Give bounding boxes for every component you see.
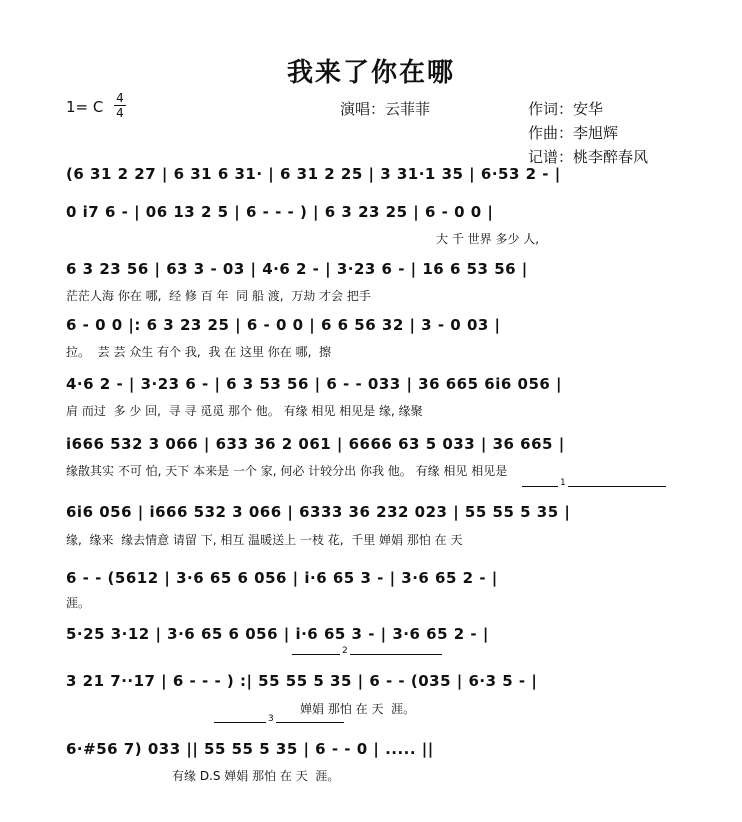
volta-number: 1 — [560, 478, 566, 488]
notation-line — [66, 375, 666, 397]
volta-bracket — [214, 714, 344, 733]
lyrics-line: 有缘 D.S 婵娟 那怕 在 天 涯。 — [172, 769, 340, 783]
volta-number: 3 — [268, 714, 274, 724]
time-signature-top: 4 — [116, 91, 124, 105]
volta-bracket — [292, 646, 442, 665]
notation-line — [66, 260, 666, 282]
lyrics-line: 拉。 芸 芸 众生 有个 我, 我 在 这里 你在 哪, 擦 — [66, 345, 332, 359]
transcriber-credit: 记谱：桃李醉春风 — [528, 148, 649, 166]
notes: 4·6 2 - | 3·23 6 - | 6 3 53 56 | 6 - - 033 | 36 665 6i6 056 | — [66, 375, 563, 393]
volta-bracket — [522, 478, 666, 497]
lyrics-line: 缘, 缘来 缘去情意 请留 下, 相互 温暖送上 一枝 花, 千里 婵娟 那怕 在 天 — [66, 533, 463, 547]
notes: 6 - - (5612 | 3·6 65 6 056 | i·6 65 3 - | 3·6 65 2 - | — [66, 569, 498, 587]
notes: (6 31 2 27 | 6 31 6 31· | 6 31 2 25 | 3 31·1 35 | 6·53 2 - | — [66, 165, 561, 183]
notation-line — [66, 569, 666, 591]
time-signature-bottom: 4 — [116, 106, 124, 120]
notation-line — [66, 672, 666, 694]
notes: 0 i7 6 - | 06 13 2 5 | 6 - - - ) | 6 3 23 25 | 6 - 0 0 | — [66, 203, 494, 221]
lyrics-line: 婵娟 那怕 在 天 涯。 — [300, 702, 416, 716]
notation-line — [66, 740, 666, 762]
notation-line — [66, 316, 666, 338]
notes: 5·25 3·12 | 3·6 65 6 056 | i·6 65 3 - | 3·6 65 2 - | — [66, 625, 489, 643]
key-signature: 1= C — [66, 98, 104, 116]
notes: 6 3 23 56 | 63 3 - 03 | 4·6 2 - | 3·23 6 - | 16 6 53 56 | — [66, 260, 528, 278]
song-title: 我来了你在哪 — [286, 58, 455, 88]
composer-credit: 作曲：李旭辉 — [528, 124, 619, 142]
notes: 6i6 056 | i666 532 3 066 | 6333 36 232 023 | 55 55 5 35 | — [66, 503, 571, 521]
notes: i666 532 3 066 | 633 36 2 061 | 6666 63 5 033 | 36 665 | — [66, 435, 565, 453]
notation-line — [66, 203, 666, 225]
notation-line — [66, 625, 666, 647]
time-signature — [114, 92, 126, 119]
notes: 6·#56 7) 033 || 55 55 5 35 | 6 - - 0 | ..... || — [66, 740, 434, 758]
notes: 6 - 0 0 |: 6 3 23 25 | 6 - 0 0 | 6 6 56 32 | 3 - 0 03 | — [66, 316, 501, 334]
lyrics-line: 茫茫人海 你在 哪, 经 修 百 年 同 船 渡, 万劫 才会 把手 — [66, 289, 371, 303]
singer-credit: 演唱：云菲菲 — [340, 100, 431, 118]
notes: 3 21 7··17 | 6 - - - ) :| 55 55 5 35 | 6 - - (035 | 6·3 5 - | — [66, 672, 538, 690]
lyrics-line: 肩 而过 多 少 回, 寻 寻 觅觅 那个 他。 有缘 相见 相见是 缘, 缘聚 — [66, 404, 423, 418]
notation-line — [66, 165, 666, 187]
notation-line — [66, 435, 666, 457]
lyrics-line: 涯。 — [66, 596, 91, 610]
lyrics-line: 大 千 世界 多少 人, — [436, 232, 540, 246]
lyricist-credit: 作词：安华 — [528, 100, 604, 118]
notation-line — [66, 503, 666, 525]
lyrics-line: 缘散其实 不可 怕, 天下 本来是 一个 家, 何必 计较分出 你我 他。 有缘 相见 相见是 — [66, 464, 508, 478]
volta-number: 2 — [342, 646, 348, 656]
